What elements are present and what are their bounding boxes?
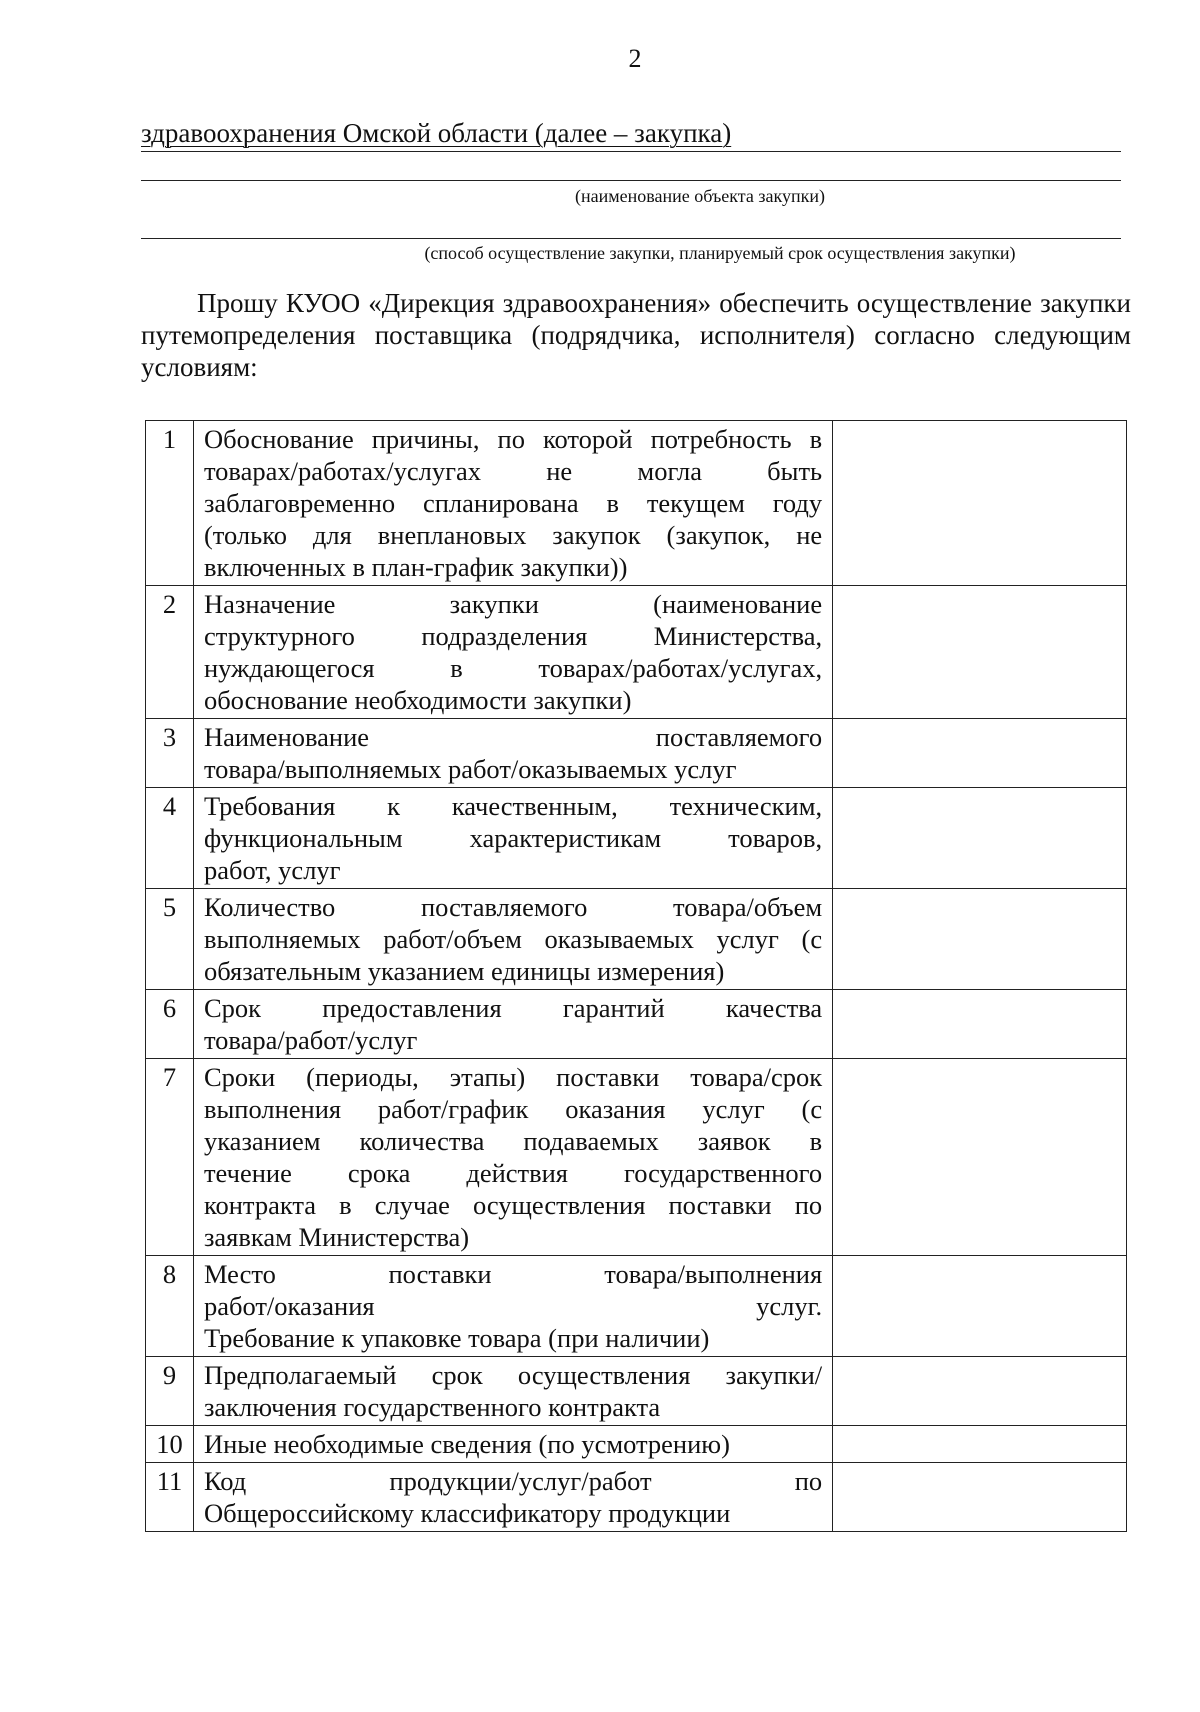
table-row — [146, 990, 1127, 1059]
table-row — [146, 889, 1127, 990]
description-line: Обоснование причины, по которой потребность в — [203, 424, 823, 454]
description-line: заключения государственного контракта — [203, 1392, 661, 1422]
description-line: течение срока действия государственного — [203, 1158, 823, 1188]
description-line: Общероссийскому классификатору продукции — [203, 1498, 731, 1528]
row-value-cell[interactable] — [833, 1426, 1127, 1463]
page-number: 2 — [628, 44, 642, 73]
row-number: 2 — [146, 586, 194, 719]
row-description — [193, 1059, 832, 1256]
row-number: 1 — [146, 421, 194, 586]
table-row — [146, 788, 1127, 889]
description-line: (только для внеплановых закупок (закупок, не — [203, 520, 823, 550]
table-row — [146, 586, 1127, 719]
row-value-cell[interactable] — [833, 889, 1127, 990]
description-line: указанием количества подаваемых заявок в — [203, 1126, 823, 1156]
method-blank-line — [141, 228, 1121, 239]
object-name-blank-line — [141, 170, 1121, 181]
row-value-cell[interactable] — [833, 719, 1127, 788]
description-line: функциональным характеристикам товаров, — [203, 823, 823, 853]
object-name-caption: (наименование объекта закупки) — [575, 186, 825, 206]
description-line: Место поставки товара/выполнения — [203, 1259, 823, 1289]
row-value-cell[interactable] — [833, 1463, 1127, 1532]
row-number: 11 — [146, 1463, 194, 1532]
description-line: товарах/работах/услугах не могла быть — [203, 456, 823, 486]
row-number: 10 — [146, 1426, 194, 1463]
description-line: работ/оказания услуг. — [203, 1291, 823, 1321]
description-line: товара/выполняемых работ/оказываемых услуг — [203, 754, 737, 784]
description-line: заявкам Министерства) — [203, 1222, 470, 1252]
row-description — [193, 990, 832, 1059]
row-value-cell[interactable] — [833, 1357, 1127, 1426]
description-line: Назначение закупки (наименование — [203, 589, 823, 619]
row-description — [193, 1426, 832, 1463]
row-description — [193, 1357, 832, 1426]
description-line: Наименование поставляемого — [203, 722, 823, 752]
description-line: обоснование необходимости закупки) — [203, 685, 632, 715]
row-value-cell[interactable] — [833, 1059, 1127, 1256]
table-row — [146, 719, 1127, 788]
description-line: работ, услуг — [203, 855, 341, 885]
conditions-table-body — [146, 421, 1127, 1532]
description-line: заблаговременно спланирована в текущем году — [203, 488, 823, 518]
table-row — [146, 1059, 1127, 1256]
row-description — [193, 421, 832, 586]
table-row — [146, 1357, 1127, 1426]
method-caption: (способ осуществление закупки, планируемый срок осуществления закупки) — [424, 243, 1016, 263]
row-value-cell[interactable] — [833, 990, 1127, 1059]
row-value-cell[interactable] — [833, 586, 1127, 719]
description-line: нуждающегося в товарах/работах/услугах, — [203, 653, 823, 683]
row-value-cell[interactable] — [833, 1256, 1127, 1357]
description-line: Предполагаемый срок осуществления закупки/ — [203, 1360, 823, 1390]
row-number: 9 — [146, 1357, 194, 1426]
table-row — [146, 1463, 1127, 1532]
row-description — [193, 788, 832, 889]
table-row — [146, 421, 1127, 586]
procurement-object-text: здравоохранения Омской области (далее – закупка) — [141, 118, 732, 148]
description-line: товара/работ/услуг — [203, 1025, 418, 1055]
description-line: контракта в случае осуществления поставки по — [203, 1190, 823, 1220]
row-number: 6 — [146, 990, 194, 1059]
description-line: Сроки (периоды, этапы) поставки товара/срок — [203, 1062, 823, 1092]
row-description — [193, 586, 832, 719]
row-number: 3 — [146, 719, 194, 788]
description-line: Срок предоставления гарантий качества — [203, 993, 823, 1023]
description-line: выполняемых работ/объем оказываемых услуг (с — [203, 924, 823, 954]
row-value-cell[interactable] — [833, 788, 1127, 889]
description-line: Иные необходимые сведения (по усмотрению) — [203, 1429, 730, 1459]
table-row — [146, 1426, 1127, 1463]
procurement-conditions-table — [145, 420, 1127, 1532]
description-line: структурного подразделения Министерства, — [203, 621, 823, 651]
description-line: включенных в план-график закупки)) — [203, 552, 628, 582]
row-number: 8 — [146, 1256, 194, 1357]
description-line: Количество поставляемого товара/объем — [203, 892, 823, 922]
description-line: Требования к качественным, техническим, — [203, 791, 823, 821]
description-line: Код продукции/услуг/работ по — [203, 1466, 823, 1496]
description-line: выполнения работ/график оказания услуг (с — [203, 1094, 823, 1124]
row-number: 4 — [146, 788, 194, 889]
row-description — [193, 719, 832, 788]
procurement-object-line — [141, 118, 1121, 152]
row-value-cell[interactable] — [833, 421, 1127, 586]
row-description — [193, 889, 832, 990]
request-paragraph: Прошу КУОО «Дирекция здравоохранения» обеспечить осуществление закупки путемопределения поставщика (подрядчика, исполнителя) согласно следующим условиям: — [141, 288, 1131, 382]
row-number: 5 — [146, 889, 194, 990]
description-line: Требование к упаковке товара (при наличии) — [203, 1323, 710, 1353]
row-description — [193, 1256, 832, 1357]
row-number: 7 — [146, 1059, 194, 1256]
table-row — [146, 1256, 1127, 1357]
description-line: обязательным указанием единицы измерения) — [203, 956, 725, 986]
row-description — [193, 1463, 832, 1532]
